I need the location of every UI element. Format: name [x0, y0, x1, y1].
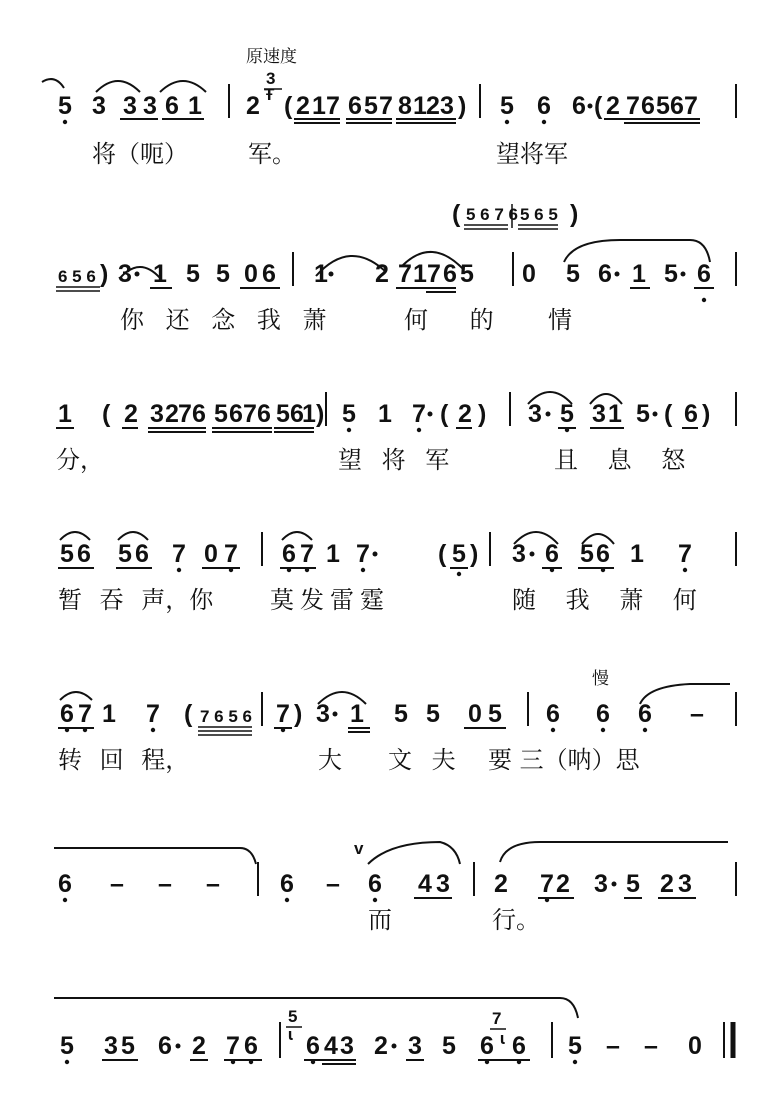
svg-text:1: 1: [153, 260, 167, 288]
svg-text:5: 5: [580, 540, 594, 568]
svg-text:7: 7: [412, 400, 426, 428]
svg-text:6: 6: [348, 92, 362, 120]
svg-text:2: 2: [192, 1032, 206, 1060]
line4-measure3: [512, 540, 692, 572]
line2-measure1: [56, 260, 280, 291]
svg-text:转 回 程，: 转 回 程，: [58, 746, 190, 774]
svg-text:1: 1: [608, 400, 622, 428]
line5-measure3: [546, 700, 704, 732]
svg-text:5: 5: [186, 260, 200, 288]
svg-text:3: 3: [150, 400, 164, 428]
svg-text:5: 5: [452, 540, 466, 568]
svg-text:5: 5: [214, 400, 228, 428]
svg-text:5: 5: [118, 540, 132, 568]
svg-text:1: 1: [630, 540, 644, 568]
svg-text:7: 7: [326, 92, 340, 120]
line2-alternate-notes: [452, 200, 578, 229]
svg-text:望将军: 望将军: [496, 140, 568, 168]
line5-measure1: [58, 700, 252, 735]
svg-text:7: 7: [398, 260, 412, 288]
svg-text:6: 6: [641, 92, 655, 120]
svg-text:–: –: [158, 870, 172, 898]
svg-text:5: 5: [216, 260, 230, 288]
svg-text:3: 3: [123, 92, 137, 120]
svg-text:随 我 萧 何: 随 我 萧 何: [512, 586, 697, 614]
svg-text:2: 2: [246, 92, 260, 120]
svg-text:2: 2: [374, 1032, 388, 1060]
line7-measure2: [286, 1007, 530, 1064]
line5-lyrics: [58, 746, 641, 774]
svg-text:0: 0: [244, 260, 258, 288]
svg-text:1: 1: [632, 260, 646, 288]
svg-text:3: 3: [104, 1032, 118, 1060]
svg-text:): ): [316, 400, 325, 428]
svg-text:行。: 行。: [492, 906, 540, 934]
svg-text:6: 6: [135, 540, 149, 568]
svg-text:3: 3: [678, 870, 692, 898]
svg-text:7: 7: [224, 540, 238, 568]
svg-text:(: (: [440, 400, 449, 428]
svg-text:2: 2: [606, 92, 620, 120]
svg-text:2: 2: [426, 92, 440, 120]
svg-text:6: 6: [229, 400, 243, 428]
svg-text:6: 6: [638, 700, 652, 728]
svg-text:6: 6: [262, 260, 276, 288]
svg-text:2: 2: [296, 92, 310, 120]
line2-measure3: [522, 260, 714, 302]
svg-text:1: 1: [378, 400, 392, 428]
svg-text:Ŧ: Ŧ: [264, 85, 275, 104]
svg-text:6: 6: [77, 540, 91, 568]
svg-text:5 6 7 6: 5 6 7 6: [466, 205, 518, 224]
svg-text:7: 7: [226, 1032, 240, 1060]
svg-text:2: 2: [165, 400, 179, 428]
grace-note: 3: [266, 69, 276, 88]
svg-text:5: 5: [568, 1032, 582, 1060]
svg-text:5: 5: [560, 400, 574, 428]
svg-text:–: –: [606, 1032, 620, 1060]
svg-text:5: 5: [342, 400, 356, 428]
svg-text:3: 3: [408, 1032, 422, 1060]
breath-mark: v: [354, 839, 364, 858]
svg-text:3: 3: [340, 1032, 354, 1060]
line5-measure2: [274, 700, 506, 732]
svg-text:4: 4: [418, 870, 432, 898]
line3-lyrics: [56, 446, 686, 474]
line3-measure1: [56, 400, 324, 432]
svg-text:2: 2: [458, 400, 472, 428]
svg-text:暂 吞 声，你: 暂 吞 声，你: [58, 586, 214, 614]
svg-text:(: (: [438, 540, 447, 568]
svg-text:–: –: [206, 870, 220, 898]
svg-text:5: 5: [60, 1032, 74, 1060]
svg-text:文 夫: 文 夫: [388, 746, 456, 774]
svg-text:7: 7: [276, 700, 290, 728]
svg-text:2: 2: [375, 260, 389, 288]
svg-text:ɩ: ɩ: [500, 1029, 505, 1048]
svg-text:5: 5: [500, 92, 514, 120]
svg-text:0: 0: [688, 1032, 702, 1060]
svg-text:5: 5: [58, 92, 72, 120]
svg-text:6: 6: [257, 400, 271, 428]
svg-text:): ): [478, 400, 487, 428]
svg-text:军。: 军。: [248, 140, 296, 168]
svg-text:–: –: [690, 700, 704, 728]
svg-text:1: 1: [350, 700, 364, 728]
svg-text:6: 6: [537, 92, 551, 120]
svg-text:6: 6: [572, 92, 586, 120]
svg-text:3: 3: [436, 870, 450, 898]
svg-text:6: 6: [598, 260, 612, 288]
svg-text:5: 5: [566, 260, 580, 288]
svg-text:5: 5: [626, 870, 640, 898]
svg-text:5: 5: [364, 92, 378, 120]
svg-text:5: 5: [121, 1032, 135, 1060]
line3-measure2: [342, 400, 486, 432]
line1-lyrics: [92, 140, 568, 168]
svg-text:6: 6: [670, 92, 684, 120]
svg-text:6: 6: [697, 260, 711, 288]
svg-text:–: –: [326, 870, 340, 898]
svg-text:7: 7: [300, 540, 314, 568]
svg-text:2: 2: [124, 400, 138, 428]
svg-text:0: 0: [522, 260, 536, 288]
svg-text:3: 3: [118, 260, 132, 288]
line2-measure2: [314, 260, 474, 292]
svg-text:6: 6: [512, 1032, 526, 1060]
line7-measure1: [60, 1032, 262, 1064]
svg-text:5: 5: [460, 260, 474, 288]
svg-text:(: (: [594, 92, 603, 120]
svg-text:1: 1: [302, 400, 316, 428]
svg-text:5: 5: [664, 260, 678, 288]
svg-text:7: 7: [146, 700, 160, 728]
svg-text:5: 5: [656, 92, 670, 120]
svg-text:3: 3: [92, 92, 106, 120]
line6-measure3: [494, 870, 696, 902]
svg-text:6: 6: [546, 700, 560, 728]
svg-text:6: 6: [596, 540, 610, 568]
svg-text:7: 7: [356, 540, 370, 568]
svg-text:6: 6: [480, 1032, 494, 1060]
line6-measure2: [280, 870, 452, 902]
grace-note: 7: [492, 1009, 502, 1028]
svg-text:1: 1: [312, 92, 326, 120]
svg-text:7: 7: [178, 400, 192, 428]
svg-text:要 三（呐）思: 要 三（呐）思: [488, 746, 640, 774]
svg-text:(: (: [284, 92, 293, 120]
svg-text:1: 1: [58, 400, 72, 428]
svg-text:1: 1: [413, 260, 427, 288]
svg-text:5: 5: [442, 1032, 456, 1060]
grace-note: 5: [288, 1007, 298, 1026]
svg-text:6: 6: [443, 260, 457, 288]
svg-text:而: 而: [368, 906, 392, 934]
svg-text:3: 3: [592, 400, 606, 428]
svg-text:6: 6: [282, 540, 296, 568]
svg-text:1: 1: [188, 92, 202, 120]
svg-text:8: 8: [398, 92, 412, 120]
svg-text:): ): [294, 700, 303, 728]
line4-measure1: [58, 540, 240, 572]
svg-text:且 息 怒: 且 息 怒: [554, 446, 686, 474]
svg-text:3: 3: [316, 700, 330, 728]
svg-text:3: 3: [440, 92, 454, 120]
line1-measure1: [58, 92, 204, 124]
svg-text:6: 6: [165, 92, 179, 120]
svg-text:): ): [100, 260, 109, 288]
svg-text:5: 5: [636, 400, 650, 428]
svg-text:1: 1: [102, 700, 116, 728]
svg-text:1: 1: [314, 260, 328, 288]
svg-text:3: 3: [143, 92, 157, 120]
svg-text:6: 6: [58, 870, 72, 898]
svg-text:7: 7: [379, 92, 393, 120]
svg-text:7: 7: [78, 700, 92, 728]
svg-text:ɩ: ɩ: [288, 1025, 293, 1044]
svg-text:–: –: [644, 1032, 658, 1060]
svg-text:你 还 念 我 萧: 你 还 念 我 萧: [120, 306, 327, 334]
svg-text:2: 2: [556, 870, 570, 898]
svg-text:7: 7: [243, 400, 257, 428]
svg-text:): ): [702, 400, 711, 428]
svg-text:5: 5: [394, 700, 408, 728]
svg-text:3: 3: [512, 540, 526, 568]
svg-text:情: 情: [548, 306, 572, 334]
svg-text:3: 3: [594, 870, 608, 898]
svg-text:6: 6: [684, 400, 698, 428]
svg-text:6: 6: [192, 400, 206, 428]
svg-text:5: 5: [488, 700, 502, 728]
svg-text:7: 7: [684, 92, 698, 120]
svg-text:7: 7: [678, 540, 692, 568]
svg-text:6: 6: [368, 870, 382, 898]
svg-text:7 6 5 6: 7 6 5 6: [200, 707, 252, 726]
svg-text:7: 7: [172, 540, 186, 568]
svg-text:6: 6: [306, 1032, 320, 1060]
svg-text:5: 5: [60, 540, 74, 568]
svg-text:2: 2: [494, 870, 508, 898]
svg-text:): ): [470, 540, 479, 568]
svg-text:分，: 分，: [56, 446, 104, 474]
svg-text:6: 6: [280, 870, 294, 898]
line6-lyrics: [368, 906, 540, 934]
svg-text:7: 7: [540, 870, 554, 898]
svg-text:6: 6: [158, 1032, 172, 1060]
svg-text:5: 5: [276, 400, 290, 428]
tempo-marking-slow: 慢: [592, 669, 609, 689]
line2-lyrics: [120, 306, 572, 334]
svg-text:(: (: [184, 700, 193, 728]
svg-text:6 5 6: 6 5 6: [58, 267, 96, 286]
line1-measure3: [500, 92, 700, 124]
line4-measure2: [280, 540, 478, 576]
svg-text:1: 1: [413, 92, 427, 120]
svg-text:6: 6: [596, 700, 610, 728]
tempo-marking-original: 原速度: [246, 47, 297, 67]
svg-text:): ): [458, 92, 467, 120]
svg-text:将（呃）: 将（呃）: [92, 140, 188, 168]
svg-text:5 6 5: 5 6 5: [520, 205, 558, 224]
line4-lyrics: [58, 586, 697, 614]
svg-text:0: 0: [204, 540, 218, 568]
svg-text:莫发雷霆: 莫发雷霆: [270, 586, 390, 614]
svg-text:6: 6: [244, 1032, 258, 1060]
svg-text:4: 4: [324, 1032, 338, 1060]
svg-text:(: (: [452, 200, 461, 228]
svg-text:7: 7: [626, 92, 640, 120]
svg-text:3: 3: [528, 400, 542, 428]
svg-text:6: 6: [60, 700, 74, 728]
svg-text:–: –: [110, 870, 124, 898]
svg-text:5: 5: [426, 700, 440, 728]
svg-text:何 的: 何 的: [404, 306, 494, 334]
line1-measure2: [246, 69, 466, 123]
line7-measure3: [568, 1032, 702, 1064]
svg-text:6: 6: [545, 540, 559, 568]
svg-text:7: 7: [427, 260, 441, 288]
svg-text:(: (: [102, 400, 111, 428]
svg-text:1: 1: [326, 540, 340, 568]
svg-text:): ): [570, 200, 579, 228]
svg-text:2: 2: [660, 870, 674, 898]
line3-measure3: [528, 400, 710, 432]
svg-text:(: (: [664, 400, 673, 428]
svg-text:大: 大: [318, 746, 342, 774]
svg-text:望 将 军: 望 将 军: [338, 446, 450, 474]
line6-measure1: [58, 870, 220, 902]
svg-text:0: 0: [468, 700, 482, 728]
svg-text:6: 6: [290, 400, 304, 428]
